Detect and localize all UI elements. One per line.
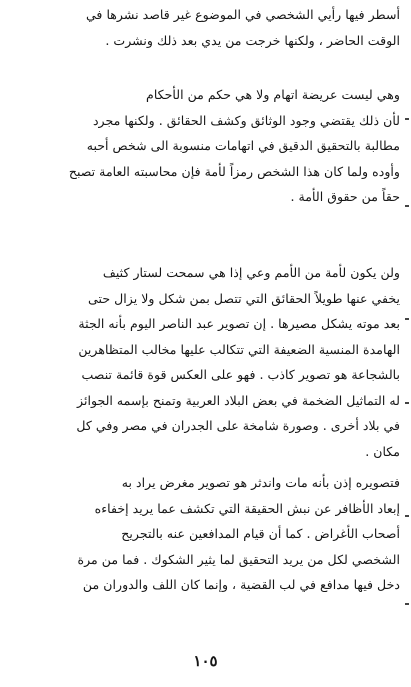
text-line: له التماثيل الضخمة في بعض البلاد العربية وتمنح بإسمه الجوائز (77, 392, 400, 408)
text-line: حقاً من حقوق الأمة . (290, 189, 400, 204)
paragraph-4 (22, 470, 400, 598)
paragraph-3 (22, 260, 400, 464)
text-line: مكان . (365, 443, 400, 459)
text-line: يخفي عنها طويلاً الحقائق التي تتصل بمن شكل ولا يزال حتى (88, 290, 400, 306)
text-line: بالشجاعة هو تصوير كاذب . فهو على العكس قوة قائمة تنصب (81, 367, 400, 382)
text-line: أصحاب الأغراض . كما أن قيام المدافعين عنه بالتجريح (121, 526, 400, 541)
paragraph-2 (22, 82, 400, 210)
text-line: الشخصي لكل من يريد التحقيق لما يثير الشكوك . فما من مرة (77, 551, 400, 567)
page-number: ١٠٥ (193, 652, 218, 670)
text-line: لأن ذلك يقتضي وجود الوثائق وكشف الحقائق . ولكنها مجرد (92, 112, 400, 128)
text-line: مطالبة بالتحقيق الدقيق في اتهامات منسوبة الى شخص أحبه (86, 138, 400, 153)
scan-edge-marks (401, 0, 409, 687)
text-line: ولن يكون لأمة من الأمم وعي إذا هي سمحت لستار كثيف (102, 265, 400, 280)
text-line: في بلاد أخرى . وصورة شامخة على الجدران في مصر وفي كل (76, 418, 400, 433)
text-line: إبعاد الأظافر عن نبش الحقيقة التي تكشف عما يريد إخفاءه (94, 500, 400, 516)
text-line: دخل فيها مدافع في لب القضية ، وإنما كان اللف والدوران من (82, 577, 400, 592)
text-line: بعد موته يشكل مصيرها . إن تصوير عبد الناصر اليوم بأنه الجثة (78, 316, 400, 331)
text-line: الهامدة المنسية الضعيفة التي تتكالب عليها مخالب المتظاهرين (78, 341, 400, 357)
text-line: أسطر فيها رأيي الشخصي في الموضوع غير قاصد نشرها في (85, 7, 400, 22)
text-line: وهي ليست عريضة اتهام ولا هي حكم من الأحكام (146, 87, 400, 102)
text-line: الوقت الحاضر ، ولكنها خرجت من يدي بعد ذلك ونشرت . (105, 32, 400, 48)
paragraph-1 (22, 2, 400, 53)
text-line: فتصويره إذن بأنه مات واندثر هو تصوير مغرض يراد به (121, 475, 400, 490)
text-line: وأوده ولما كان هذا الشخص رمزاً لأمة فإن محاسبته العامة تصبح (68, 163, 400, 179)
